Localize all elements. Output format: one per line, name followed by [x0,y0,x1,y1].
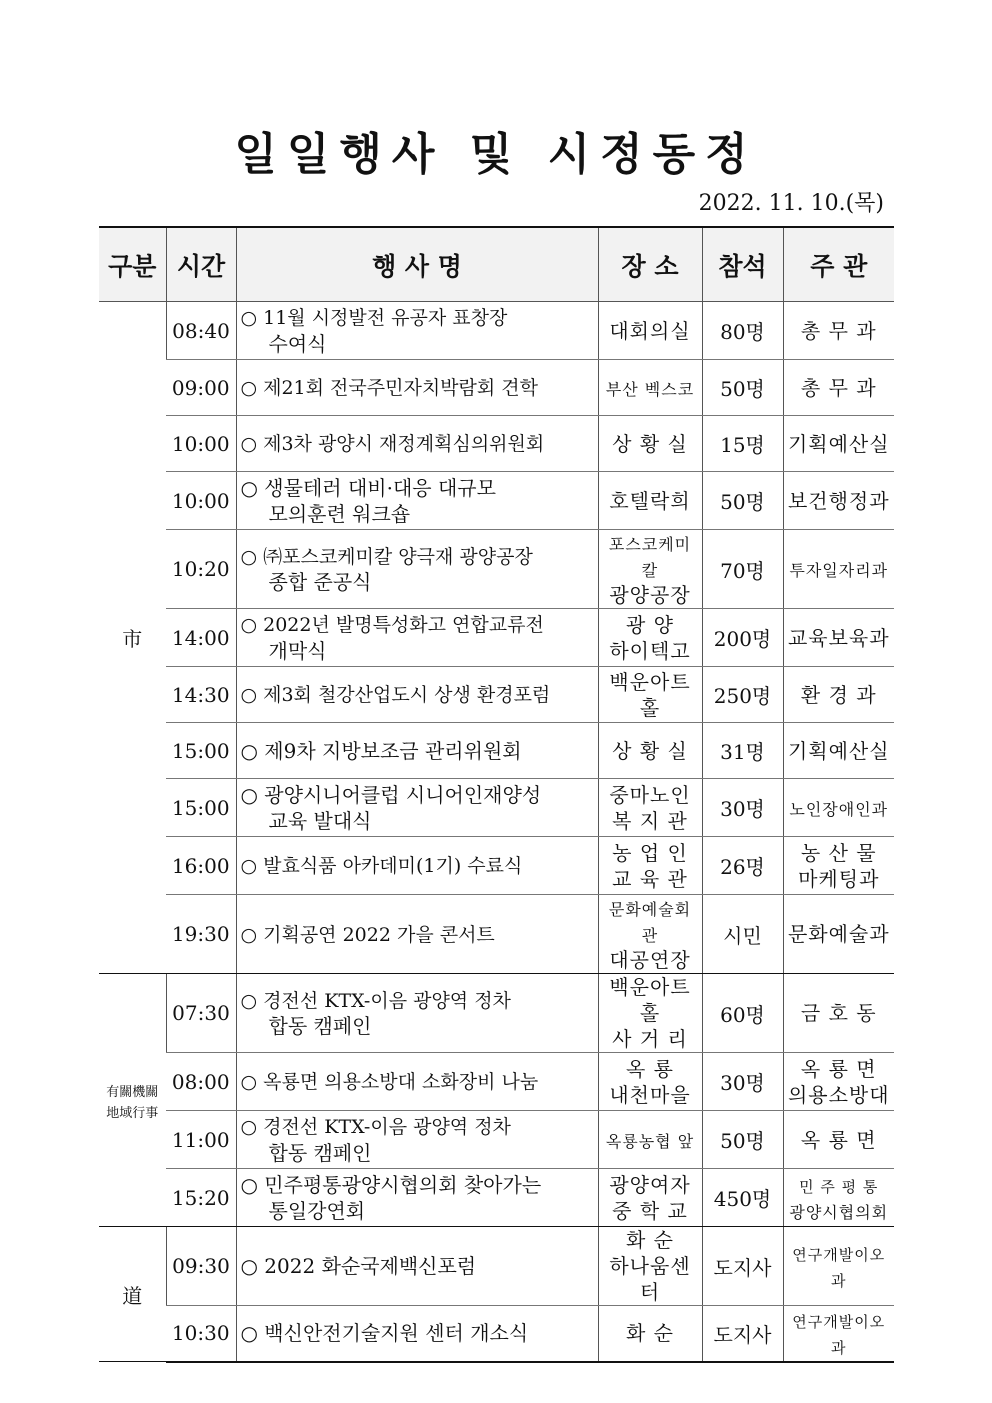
event-cell [236,416,598,472]
event-line: ○ 발효식품 아카데미(1기) 수료식 [240,855,523,878]
event-line: ○ 경전선 KTX-이음 광양역 정차 [240,1116,511,1139]
place-cell [598,1169,702,1227]
attendees-cell: 도지사 [702,1227,783,1306]
event-cell [236,895,598,974]
table-row [99,779,894,837]
place-cell [598,667,702,723]
header-organizer: 주 관 [783,227,894,302]
header-row [99,227,894,302]
organizer-line: 환 경 과 [800,682,877,707]
organizer-cell [783,974,894,1053]
table-row [99,895,894,974]
place-line: 사 거 리 [612,1027,688,1051]
place-cell [598,302,702,360]
attendees-cell: 450명 [702,1169,783,1227]
event-cell [236,1111,598,1169]
organizer-cell [783,1053,894,1111]
table-row [99,1227,894,1306]
page-title: 일일행사 및 시정동정 [234,129,758,180]
place-cell [598,895,702,974]
place-cell [598,1111,702,1169]
organizer-line: 민 주 평 통 [799,1177,879,1196]
time-cell: 19:30 [166,895,236,974]
place-line: 포스코케미칼 [608,535,692,580]
time-cell: 16:00 [166,837,236,895]
event-cell [236,530,598,609]
organizer-cell [783,302,894,360]
attendees-cell: 도지사 [702,1306,783,1362]
event-line: ○ 광양시니어클럽 시니어인재양성 [240,782,542,807]
header-category: 구분 [99,227,166,302]
attendees-cell: 250명 [702,667,783,723]
event-line: 교육 발대식 [268,808,372,833]
organizer-cell [783,1306,894,1362]
organizer-line: 투자일자리과 [789,561,889,580]
time-cell: 14:00 [166,609,236,667]
place-line: 옥룡농협 앞 [605,1131,695,1151]
place-line: 하나움센터 [609,1254,691,1304]
attendees-cell: 시민 [702,895,783,974]
attendees-cell: 200명 [702,609,783,667]
place-cell [598,1227,702,1306]
event-cell [236,779,598,837]
organizer-cell [783,530,894,609]
time-cell: 14:30 [166,667,236,723]
place-line: 상 황 실 [612,738,688,763]
place-line: 중 학 교 [612,1198,688,1223]
organizer-line: 의용소방대 [787,1082,890,1107]
event-line: ○ 제21회 전국주민자치박람회 견학 [240,377,538,400]
event-line: 수여식 [268,331,327,356]
organizer-line: 총 무 과 [800,375,877,400]
table-row [99,472,894,530]
schedule-table [99,226,894,1363]
event-cell [236,1169,598,1227]
event-cell [236,837,598,895]
place-line: 화 순 [626,1321,674,1346]
table-row [99,974,894,1053]
place-cell [598,472,702,530]
attendees-cell: 26명 [702,837,783,895]
place-line: 옥 룡 [626,1056,674,1081]
event-line: 종합 준공식 [268,570,372,595]
event-line: ○ 백신안전기술지원 센터 개소식 [240,1321,529,1346]
organizer-cell [783,360,894,416]
place-cell [598,974,702,1053]
table-row [99,837,894,895]
place-line: 상 황 실 [612,431,688,456]
table-row [99,1169,894,1227]
place-cell [598,416,702,472]
event-cell [236,1053,598,1111]
event-line: ○ 경전선 KTX-이음 광양역 정차 [240,989,511,1012]
attendees-cell: 80명 [702,302,783,360]
place-line: 중마노인 [609,782,691,807]
place-line: 문화예술회관 [608,900,692,945]
place-line: 백운아트홀 [609,975,691,1025]
attendees-cell: 31명 [702,723,783,779]
place-cell [598,530,702,609]
attendees-cell: 70명 [702,530,783,609]
time-cell: 07:30 [166,974,236,1053]
place-line: 백운아트홀 [609,669,691,720]
organizer-line: 금 호 동 [800,1001,877,1025]
attendees-cell: 50명 [702,1111,783,1169]
organizer-cell [783,416,894,472]
event-cell [236,1306,598,1362]
place-cell [598,609,702,667]
event-line: 개막식 [268,638,327,663]
organizer-cell [783,1111,894,1169]
organizer-line: 보건행정과 [787,488,890,513]
organizer-cell [783,1227,894,1306]
header-attendees: 참석 [702,227,783,302]
organizer-line: 광양시협의회 [789,1202,889,1222]
organizer-cell [783,472,894,530]
place-cell [598,837,702,895]
place-line: 교 육 관 [612,866,688,891]
report-date: 2022. 11. 10.(목) [698,191,884,216]
table-row [99,1053,894,1111]
time-cell: 15:20 [166,1169,236,1227]
place-line: 하이텍고 [609,638,691,663]
attendees-cell: 15명 [702,416,783,472]
organizer-cell [783,895,894,974]
event-line: 합동 캠페인 [268,1014,372,1039]
attendees-cell: 30명 [702,1053,783,1111]
event-line: ○ 옥룡면 의용소방대 소화장비 나눔 [240,1071,539,1094]
event-cell [236,723,598,779]
event-cell [236,974,598,1053]
organizer-cell [783,609,894,667]
place-line: 대공연장 [609,948,691,972]
organizer-cell [783,667,894,723]
organizer-line: 교육보육과 [787,625,890,650]
place-line: 화 순 [626,1228,674,1252]
event-cell [236,472,598,530]
category-cell: 道 [99,1227,166,1362]
place-line: 부산 벡스코 [605,379,695,399]
attendees-cell: 30명 [702,779,783,837]
organizer-cell [783,723,894,779]
time-cell: 10:00 [166,472,236,530]
category-cell: 市 [99,302,166,974]
place-line: 복 지 관 [612,808,688,833]
header-time: 시간 [166,227,236,302]
organizer-line: 노인장애인과 [789,799,889,819]
place-line: 호텔락희 [609,488,691,513]
organizer-line: 마케팅과 [798,866,880,891]
event-line: ○ 2022년 발명특성화고 연합교류전 [240,614,544,637]
time-cell: 09:00 [166,360,236,416]
place-line: 광 양 [626,612,674,637]
organizer-line: 문화예술과 [787,922,890,946]
table-row [99,1306,894,1362]
table-row [99,609,894,667]
time-cell: 10:00 [166,416,236,472]
place-line: 광양여자 [609,1172,691,1197]
organizer-line: 연구개발이오과 [792,1246,886,1290]
event-line: ○ 11월 시정발전 유공자 표창장 [240,307,508,330]
table-row [99,667,894,723]
place-cell [598,723,702,779]
event-line: ○ 2022 화순국제백신포럼 [240,1254,477,1278]
event-cell [236,360,598,416]
header-place: 장 소 [598,227,702,302]
place-line: 농 업 인 [612,840,688,865]
time-cell: 08:00 [166,1053,236,1111]
place-cell [598,360,702,416]
organizer-line: 기획예산실 [787,738,890,763]
time-cell: 08:40 [166,302,236,360]
event-line: ○ 기획공연 2022 가을 콘서트 [240,923,495,946]
event-cell [236,667,598,723]
organizer-line: 기획예산실 [787,431,890,456]
place-cell [598,1306,702,1362]
table-row [99,416,894,472]
place-line: 내천마을 [609,1082,691,1107]
place-cell [598,779,702,837]
table-row [99,530,894,609]
attendees-cell: 50명 [702,472,783,530]
table-row [99,1111,894,1169]
event-line: 모의훈련 워크숍 [268,501,411,526]
organizer-cell [783,779,894,837]
time-cell: 09:30 [166,1227,236,1306]
organizer-cell [783,1169,894,1227]
event-cell [236,302,598,360]
organizer-cell [783,837,894,895]
event-line: 합동 캠페인 [268,1140,372,1165]
event-cell [236,609,598,667]
attendees-cell: 60명 [702,974,783,1053]
category-cell: 有關機關 地域行事 [99,974,166,1227]
time-cell: 11:00 [166,1111,236,1169]
table-row [99,723,894,779]
table-row [99,302,894,360]
event-line: ○ 제3차 광양시 재정계획심의위원회 [240,433,545,456]
event-line: ○ 제3회 철강산업도시 상생 환경포럼 [240,684,551,707]
place-line: 광양공장 [609,583,691,607]
time-cell: 15:00 [166,723,236,779]
time-cell: 10:30 [166,1306,236,1362]
event-cell [236,1227,598,1306]
table-row [99,360,894,416]
place-line: 대회의실 [609,318,691,343]
organizer-line: 옥 룡 면 [800,1127,877,1152]
event-line: ○ 제9차 지방보조금 관리위원회 [240,738,522,763]
header-event: 행 사 명 [236,227,598,302]
event-line: 통일강연회 [268,1198,366,1223]
event-line: ○ 생물테러 대비·대응 대규모 [240,475,496,500]
organizer-line: 옥 룡 면 [800,1056,877,1081]
event-line: ○ ㈜포스코케미칼 양극재 광양공장 [240,545,533,568]
place-cell [598,1053,702,1111]
organizer-line: 연구개발이오과 [792,1313,886,1358]
event-line: ○ 민주평통광양시협의회 찾아가는 [240,1172,542,1197]
time-cell: 10:20 [166,530,236,609]
organizer-line: 총 무 과 [800,318,877,343]
attendees-cell: 50명 [702,360,783,416]
organizer-line: 농 산 물 [800,840,877,865]
time-cell: 15:00 [166,779,236,837]
